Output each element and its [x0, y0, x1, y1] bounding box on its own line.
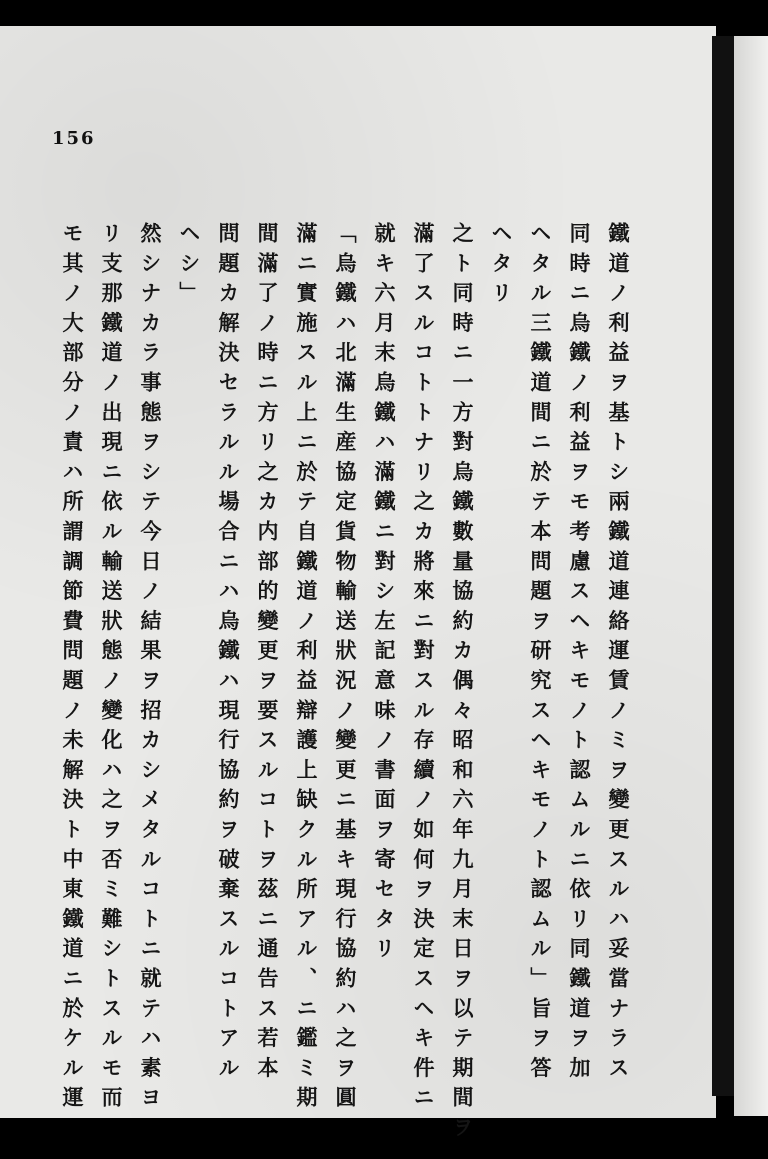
text-column: 之ト同時ニ一方對烏鐵數量協約カ偶々昭和六年九月末日ヲ以テ期間ヲ — [450, 222, 475, 1146]
text-column: 就キ六月末烏鐵ハ滿鐵ニ對シ左記意味ノ書面ヲ寄セタリ — [372, 222, 397, 967]
text-column: ヘタリ — [489, 222, 514, 312]
text-column: 「烏鐵ハ北滿生産協定貨物輸送狀況ノ變更ニ基キ現行協約ハ之ヲ圓 — [333, 222, 358, 1116]
text-column: ヘタル三鐵道間ニ於テ本問題ヲ研究スヘキモノト認ムル」旨ヲ答 — [528, 222, 553, 1087]
text-column: 然シナカラ事態ヲシテ今日ノ結果ヲ招カシメタルコトニ就テハ素ヨ — [138, 222, 163, 1116]
text-column: 間滿了ノ時ニ方リ之カ内部的變更ヲ要スルコトヲ茲ニ通告ス若本 — [255, 222, 280, 1087]
text-column: ヘシ」 — [177, 222, 202, 312]
text-column: 同時ニ烏鐵ノ利益ヲモ考慮スヘキモノト認ムルニ依リ同鐵道ヲ加 — [567, 222, 592, 1087]
text-column: リ支那鐵道ノ出現ニ依ル輸送狀態ノ變化ハ之ヲ否ミ難シトスルモ而 — [99, 222, 124, 1116]
text-column: 鐵道ノ利益ヲ基トシ兩鐵道連絡運賃ノミヲ變更スルハ妥當ナラス — [606, 222, 631, 1087]
text-column: 滿了スルコトトナリ之カ將來ニ對スル存續ノ如何ヲ決定スヘキ件ニ — [411, 222, 436, 1116]
vertical-text-body — [48, 222, 638, 1146]
text-column: 問題カ解決セラルル場合ニハ烏鐵ハ現行協約ヲ破棄スルコトアル — [216, 222, 241, 1087]
page-number: 156 — [52, 128, 96, 149]
book-spine-shadow — [712, 36, 734, 1096]
text-column: モ其ノ大部分ノ責ハ所謂調節費問題ノ未解決ト中東鐵道ニ於ケル運 — [60, 222, 85, 1116]
text-column: 滿ニ實施スル上ニ於テ自鐵道ノ利益辯護上缺クル所アル、ニ鑑ミ期 — [294, 222, 319, 1116]
facing-page-edge — [734, 36, 768, 1116]
